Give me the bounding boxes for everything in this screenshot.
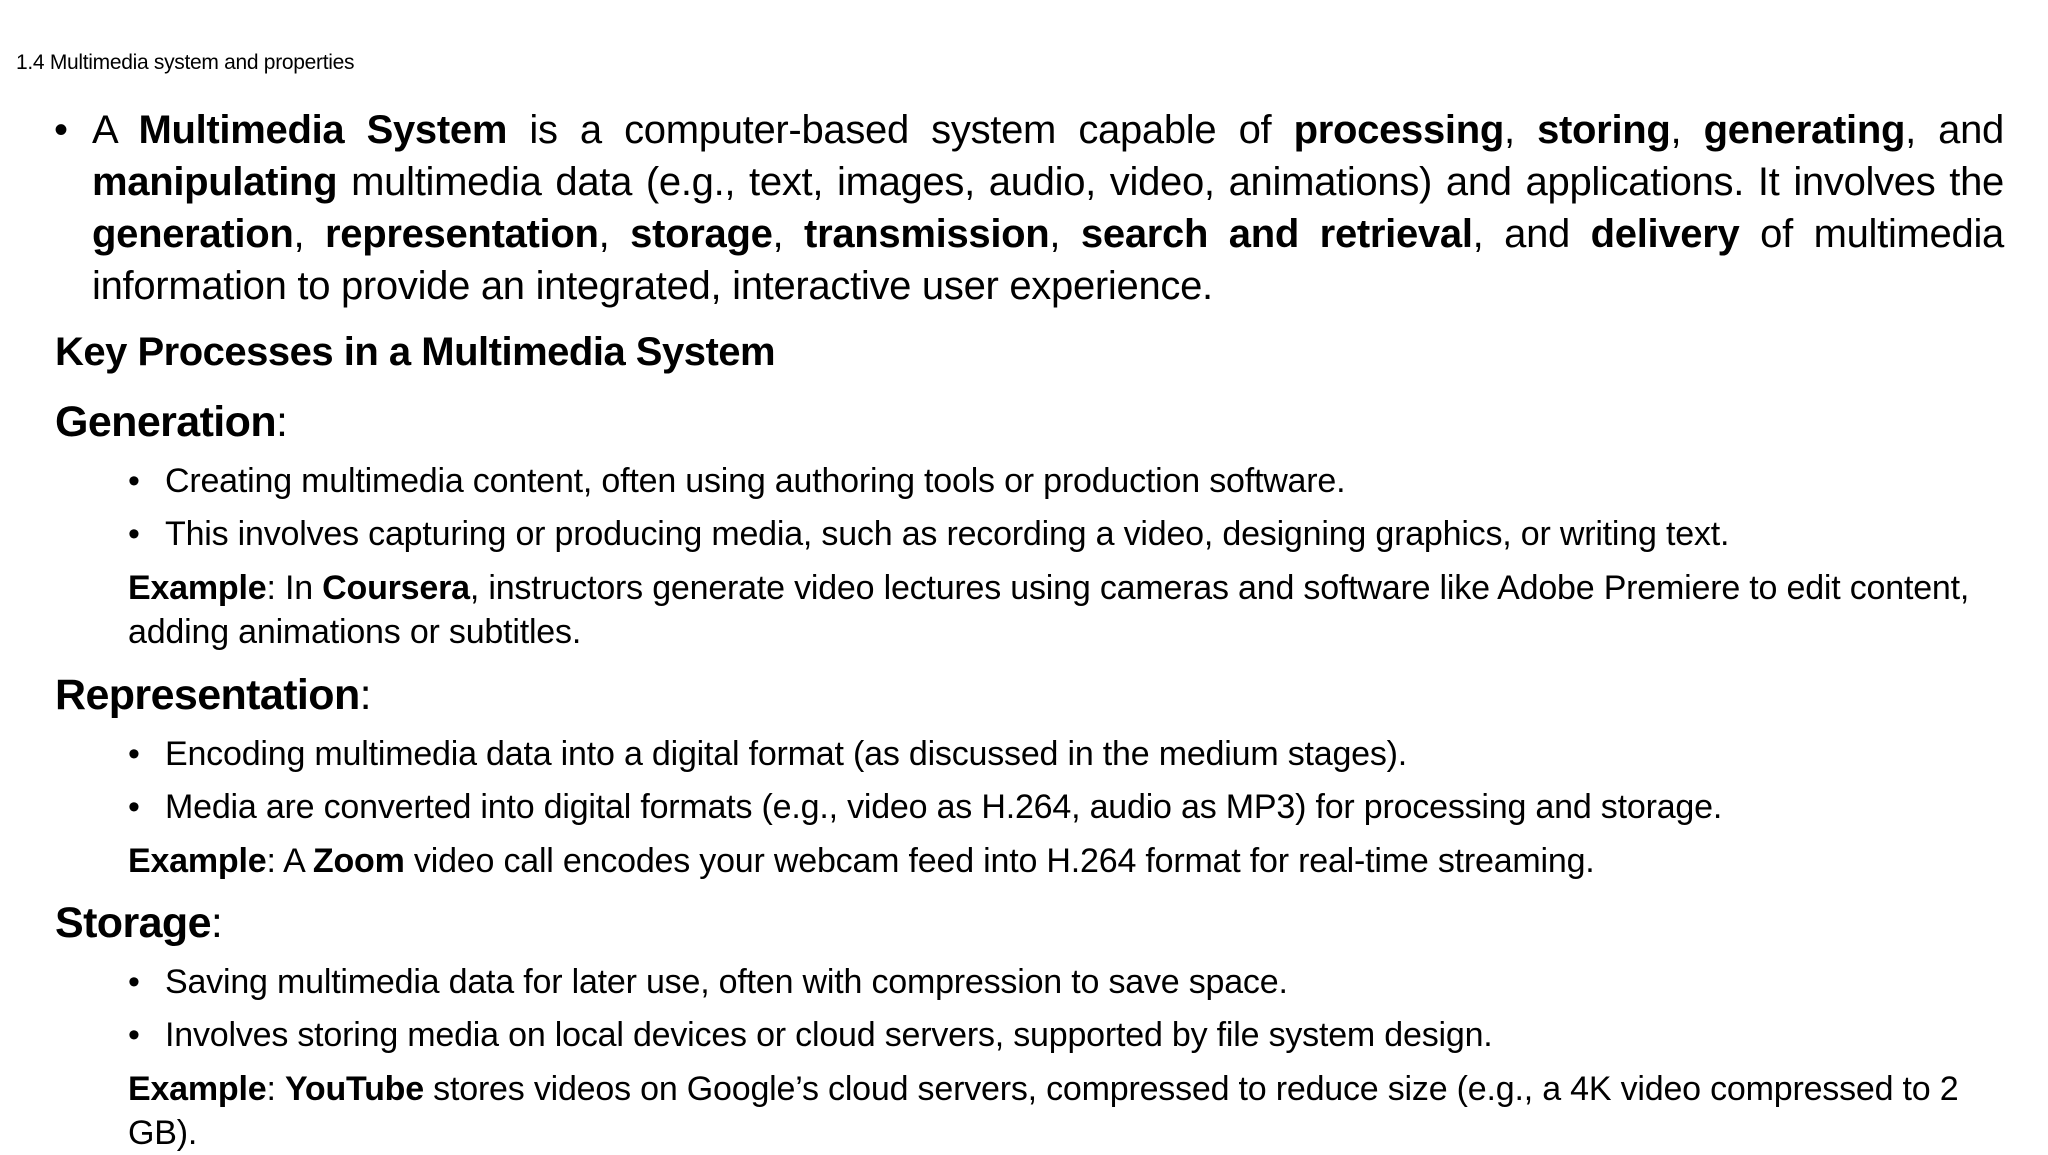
bullet-icon: • — [128, 735, 140, 773]
text-run: is a computer-based system capable of — [507, 108, 1294, 152]
example-label: Example — [128, 842, 267, 880]
storage-bullet-1 — [128, 960, 1288, 1004]
example-text — [128, 1070, 1958, 1152]
representation-bullet-2 — [128, 785, 1722, 829]
bold-run: generation — [92, 212, 294, 256]
bullet-text: Media are converted into digital formats (e.g., video as H.264, audio as MP3) for processing and storage. — [165, 788, 1723, 826]
bold-run: search and retrieval — [1080, 212, 1473, 256]
bullet-text: Involves storing media on local devices or cloud servers, supported by file system design. — [165, 1016, 1493, 1054]
example-text — [128, 569, 1969, 651]
text-run: : In — [266, 569, 323, 607]
bold-run: processing — [1293, 108, 1504, 152]
storage-bullet-2 — [128, 1013, 1493, 1057]
example-label: Example — [128, 1070, 267, 1108]
bold-run: transmission — [804, 212, 1050, 256]
bold-run: Coursera — [322, 569, 470, 607]
storage-example — [128, 1067, 2008, 1155]
bullet-text: This involves capturing or producing media, such as recording a video, designing graphics, or writing text. — [165, 515, 1730, 553]
representation-example — [128, 839, 2008, 883]
bold-run: representation — [324, 212, 599, 256]
intro-paragraph — [54, 104, 2014, 312]
text-run: : — [266, 1070, 285, 1108]
storage-heading: Storage: — [55, 899, 223, 947]
bold-run: YouTube — [284, 1070, 424, 1108]
text-run: , instructors generate video lectures using cameras and software like Adobe Premiere to edit content, adding animations or subtitles. — [128, 569, 1970, 651]
intro-text — [92, 104, 2004, 312]
text-run: , — [1049, 212, 1081, 256]
bullet-icon: • — [128, 1016, 140, 1054]
text-run: video call encodes your webcam feed into H.264 format for real-time streaming. — [404, 842, 1595, 880]
key-processes-heading: Key Processes in a Multimedia System — [55, 330, 776, 374]
bullet-icon: • — [128, 963, 140, 1001]
bold-run: storage — [630, 212, 773, 256]
text-run: , and — [1905, 108, 2004, 152]
text-run: , — [1670, 108, 1704, 152]
generation-example — [128, 566, 2008, 654]
text-run: , — [293, 212, 325, 256]
bold-run: storing — [1537, 108, 1671, 152]
bold-run: Zoom — [312, 842, 405, 880]
text-run: A — [92, 108, 139, 152]
bold-run: manipulating — [92, 160, 338, 204]
bullet-icon: • — [128, 515, 140, 553]
text-run: , and — [1472, 212, 1591, 256]
text-run: , — [772, 212, 805, 256]
representation-heading: Representation: — [55, 671, 371, 719]
text-run: , — [1504, 108, 1538, 152]
text-run: , — [598, 212, 631, 256]
example-label: Example — [128, 569, 267, 607]
bold-run: delivery — [1590, 212, 1740, 256]
generation-bullet-1 — [128, 459, 1345, 503]
bullet-icon: • — [128, 462, 140, 500]
representation-bullet-1 — [128, 732, 1407, 776]
bold-run: generating — [1703, 108, 1906, 152]
generation-bullet-2 — [128, 512, 1729, 556]
text-run: of multimedia information to provide an integrated, interactive user experience. — [92, 212, 2004, 308]
text-run: : A — [266, 842, 313, 880]
bullet-icon: • — [128, 788, 140, 826]
bullet-icon: • — [54, 108, 69, 152]
generation-heading: Generation: — [55, 398, 288, 446]
bullet-text: Encoding multimedia data into a digital format (as discussed in the medium stages). — [165, 735, 1408, 773]
example-text — [266, 842, 1594, 880]
bullet-text: Creating multimedia content, often using authoring tools or production software. — [165, 462, 1346, 500]
text-run: stores videos on Google’s cloud servers, compressed to reduce size (e.g., a 4K video compressed to 2 GB). — [128, 1070, 1959, 1152]
bold-run: Multimedia System — [138, 108, 508, 152]
text-run: multimedia data (e.g., text, images, audio, video, animations) and applications. It involves the — [337, 160, 2004, 204]
slide-title: 1.4 Multimedia system and properties — [16, 51, 355, 74]
bullet-text: Saving multimedia data for later use, often with compression to save space. — [165, 963, 1288, 1001]
